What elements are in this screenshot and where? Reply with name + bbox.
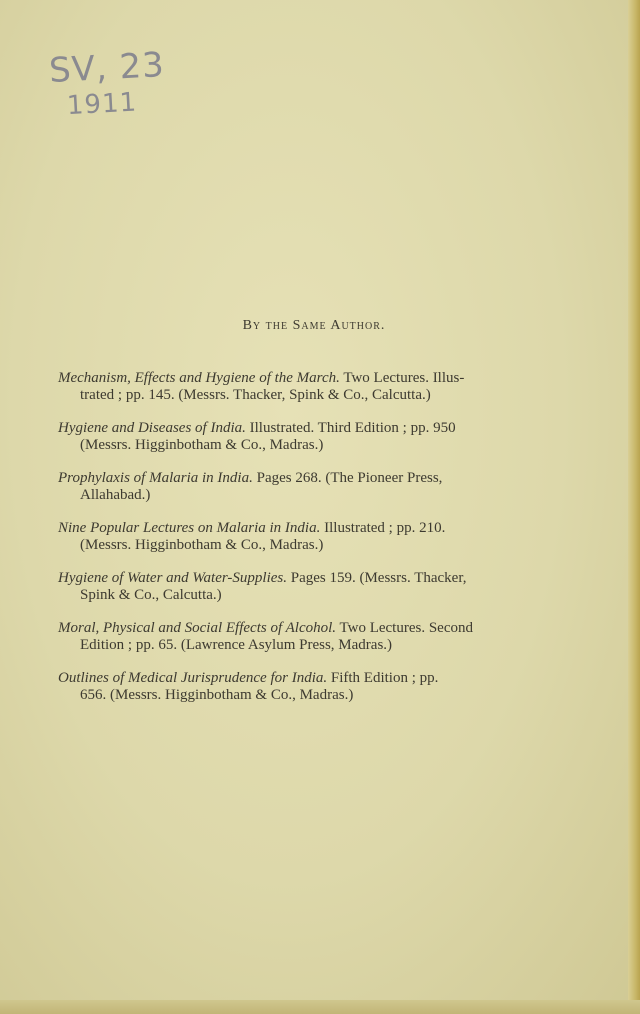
publication-details-continued: Allahabad.) [80,487,151,503]
publication-title: Prophylaxis of Malaria in India. [58,470,253,486]
publication-title: Mechanism, Effects and Hygiene of the March. [58,370,340,386]
publication-details-continued: Edition ; pp. 65. (Lawrence Asylum Press, Madras.) [80,637,393,653]
publication-entry [58,470,578,504]
publication-details: Illustrated ; pp. 210. [320,520,446,536]
page-edge-bottom [0,1000,640,1014]
publication-entry [58,520,578,554]
publication-details: Pages 159. (Messrs. Thacker, [286,570,467,586]
publication-title: Hygiene of Water and Water-Supplies. [58,570,287,586]
publication-entry [58,620,578,654]
page-edge-right [628,0,640,1014]
publication-details: Pages 268. (The Pioneer Press, [252,470,443,486]
heading-text: By the Same Author. [242,318,386,333]
publication-details: Fifth Edition ; pp. [327,670,439,686]
handwritten-shelfmark [48,47,167,125]
publication-title: Nine Popular Lectures on Malaria in India. [58,520,321,536]
publication-title: Moral, Physical and Social Effects of Alcohol. [58,620,337,636]
section-heading [0,318,628,334]
publication-title: Outlines of Medical Jurisprudence for India. [58,670,328,686]
publication-details-continued: (Messrs. Higginbotham & Co., Madras.) [80,437,324,453]
publication-entry [58,670,578,704]
publication-entry [58,570,578,604]
shelfmark-line-1: SV, 23 [48,45,166,92]
shelfmark-line-2: 1911 [66,87,138,122]
publication-details-continued: trated ; pp. 145. (Messrs. Thacker, Spink & Co., Calcutta.) [80,387,431,403]
publication-details: Illustrated. Third Edition ; pp. 950 [245,420,456,436]
publication-details-continued: (Messrs. Higginbotham & Co., Madras.) [80,537,324,553]
publication-details-continued: 656. (Messrs. Higginbotham & Co., Madras.) [80,687,354,703]
publication-entry [58,370,578,404]
publication-details-continued: Spink & Co., Calcutta.) [80,587,222,603]
publication-entry [58,420,578,454]
publication-title: Hygiene and Diseases of India. [58,420,246,436]
publication-details: Two Lectures. Illus- [339,370,465,386]
publications-list [58,370,578,720]
publication-details: Two Lectures. Second [336,620,473,636]
